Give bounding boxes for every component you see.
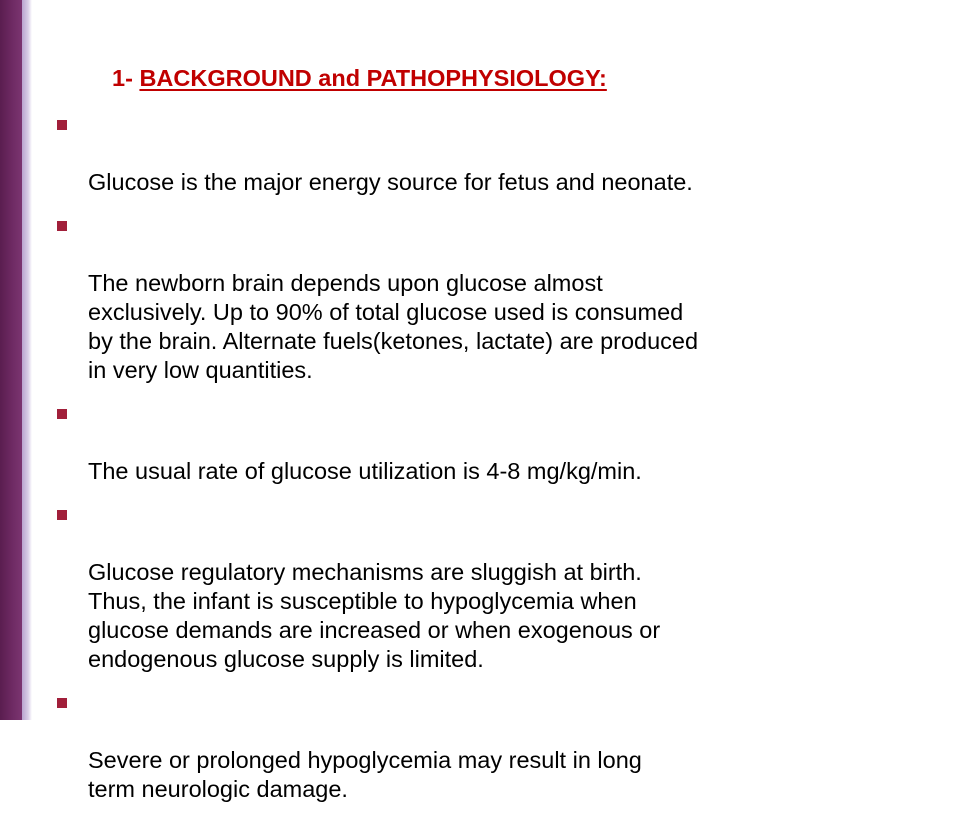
bullet-item xyxy=(54,211,926,385)
heading-title: BACKGROUND and PATHOPHYSIOLOGY: xyxy=(139,65,607,91)
square-bullet-icon xyxy=(57,120,67,130)
bullet-item xyxy=(54,500,926,674)
side-accent-bar-edge xyxy=(22,0,32,720)
bullet-text: The usual rate of glucose utilization is 4-8 mg/kg/min. xyxy=(88,458,642,484)
bullet-text: Glucose is the major energy source for fetus and neonate. xyxy=(88,169,693,195)
bullet-list xyxy=(54,110,926,818)
bullet-text: The newborn brain depends upon glucose almost exclusively. Up to 90% of total glucose used is consumed by the brain. Alternate fuels(ketones, lactate) are produced in very low quantities. xyxy=(88,270,699,383)
side-accent-bar xyxy=(0,0,22,720)
square-bullet-icon xyxy=(57,221,67,231)
square-bullet-icon xyxy=(57,510,67,520)
bullet-item xyxy=(54,110,926,197)
bullet-item xyxy=(54,688,926,804)
slide-heading xyxy=(112,64,607,92)
square-bullet-icon xyxy=(57,698,67,708)
bullet-text: Severe or prolonged hypoglycemia may result in long term neurologic damage. xyxy=(88,747,642,802)
bullet-text: Glucose regulatory mechanisms are sluggish at birth. Thus, the infant is susceptible to hypoglycemia when glucose demands are increased or when exogenous or endogenous glucose supply is limited. xyxy=(88,559,661,672)
square-bullet-icon xyxy=(57,409,67,419)
bullet-item xyxy=(54,399,926,486)
heading-number: 1- xyxy=(112,65,140,91)
